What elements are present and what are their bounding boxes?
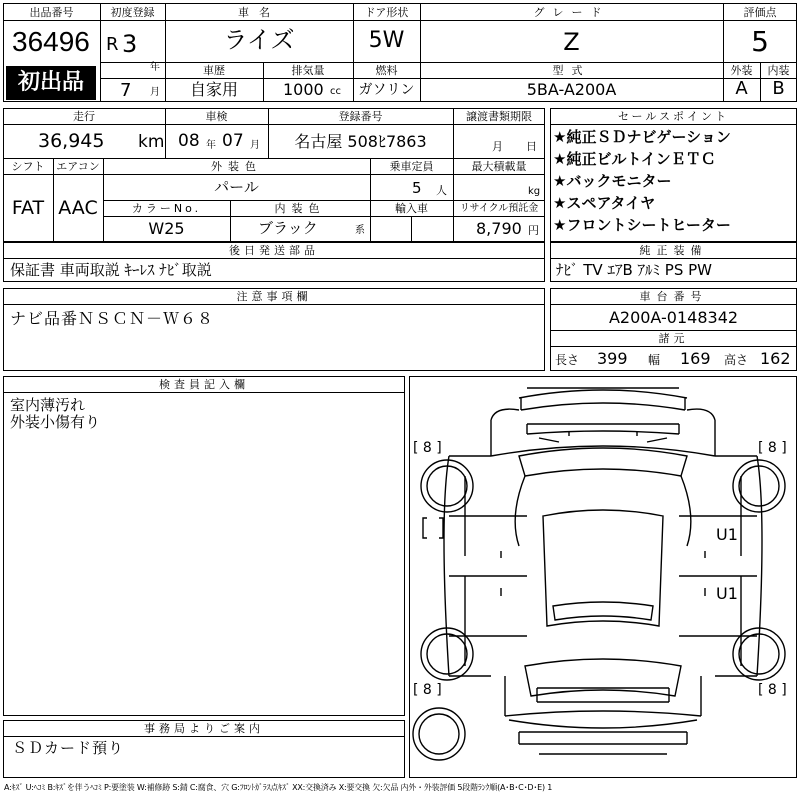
ext-grade-label: 外装 bbox=[730, 64, 753, 77]
transfer-day-unit: 日 bbox=[526, 140, 537, 153]
recycle-label: リサイクル預託金 bbox=[459, 203, 539, 214]
import-label: 輸入車 bbox=[395, 202, 428, 215]
recycle-unit: 円 bbox=[528, 224, 539, 237]
plate-value: 名古屋 508ﾋ7863 bbox=[294, 132, 427, 151]
sales-point-item: ★バックモニター bbox=[553, 172, 672, 190]
reg-month-unit: 月 bbox=[150, 87, 160, 98]
transfer-month-unit: 月 bbox=[492, 140, 503, 153]
name-label: 車名 bbox=[238, 6, 280, 19]
later-parts-value: 保証書 車両取説 ｷｰﾚｽ ﾅﾋﾞ取説 bbox=[10, 261, 212, 279]
tire-rl-depth: [ 8 ] bbox=[413, 682, 442, 698]
history-value: 自家用 bbox=[189, 80, 238, 99]
width-value: 169 bbox=[680, 349, 711, 368]
tire-fl-depth: [ 8 ] bbox=[413, 440, 442, 456]
later-parts-label: 後日発送部品 bbox=[229, 244, 319, 257]
damage-mark-front-door: U1 bbox=[716, 525, 738, 544]
reg-label: 初度登録 bbox=[110, 6, 155, 19]
inspector-line: 外装小傷有り bbox=[10, 413, 101, 431]
inspector-line: 室内薄汚れ bbox=[10, 396, 86, 414]
plate-label: 登録番号 bbox=[338, 110, 383, 123]
sales-point-item: ★フロントシートヒーター bbox=[553, 216, 731, 234]
reg-month: 7 bbox=[120, 80, 132, 101]
chassis-number: A200A-0148342 bbox=[608, 308, 739, 327]
ext-grade-value: A bbox=[735, 78, 748, 99]
mileage-unit: km bbox=[138, 132, 165, 152]
ac-label: エアコン bbox=[56, 160, 100, 173]
equipment-label: 純正装備 bbox=[639, 244, 708, 257]
spec-label: 諸元 bbox=[658, 332, 689, 345]
mileage-value: 36,945 bbox=[38, 130, 105, 152]
shift-label: シフト bbox=[11, 160, 45, 173]
recycle-value: 8,790 bbox=[476, 219, 522, 238]
reg-era: R bbox=[106, 34, 119, 55]
car-name: ライズ bbox=[223, 26, 295, 54]
equipment-value: ﾅﾋﾞ TV ｴｱB ｱﾙﾐ PS PW bbox=[556, 261, 712, 279]
color-no-value: W25 bbox=[148, 219, 185, 238]
shift-value: FAT bbox=[11, 197, 45, 219]
lot-label: 出品番号 bbox=[29, 6, 74, 19]
reg-year-unit: 年 bbox=[150, 62, 160, 73]
capacity-unit: 人 bbox=[436, 184, 447, 197]
score-label: 評価点 bbox=[743, 6, 777, 19]
door-label: ドア形状 bbox=[364, 6, 409, 19]
model-label: 型式 bbox=[552, 64, 591, 77]
load-label: 最大積載量 bbox=[471, 160, 527, 173]
first-listing-badge: 初出品 bbox=[6, 66, 96, 100]
score-value: 5 bbox=[751, 25, 769, 58]
width-label: 幅 bbox=[648, 353, 661, 367]
height-label: 高さ bbox=[724, 353, 749, 367]
mileage-label: 走行 bbox=[73, 110, 95, 123]
length-label: 長さ bbox=[555, 353, 580, 367]
height-value: 162 bbox=[760, 349, 791, 368]
fuel-value: ガソリン bbox=[358, 82, 415, 98]
inspection-month-unit: 月 bbox=[250, 140, 260, 151]
transfer-label: 譲渡書類期限 bbox=[466, 110, 532, 123]
office-label: 事務局よりご案内 bbox=[144, 722, 264, 735]
load-unit: kg bbox=[528, 186, 541, 197]
ac-value: AAC bbox=[58, 197, 98, 219]
grade-value: Z bbox=[563, 28, 580, 56]
reg-year: 3 bbox=[122, 30, 138, 58]
int-grade-value: B bbox=[772, 78, 785, 99]
displacement-unit: cc bbox=[330, 86, 341, 97]
notes-value: ナビ品番ＮＳＣＮ－Ｗ６８ bbox=[10, 309, 215, 328]
notes-label: 注意事項欄 bbox=[236, 290, 312, 303]
displacement-value: 1000 bbox=[283, 80, 324, 99]
history-label: 車歴 bbox=[203, 64, 225, 77]
color-no-label: カラーNo. bbox=[131, 202, 202, 215]
capacity-label: 乗車定員 bbox=[389, 160, 434, 173]
int-color-value: ブラック bbox=[258, 219, 318, 237]
damage-mark-rear-door: U1 bbox=[716, 584, 738, 603]
capacity-value: 5 bbox=[412, 179, 422, 197]
inspection-year-unit: 年 bbox=[206, 140, 216, 151]
sales-point-item: ★純正ビルトインＥＴＣ bbox=[553, 150, 716, 168]
office-value: ＳＤカード預り bbox=[12, 739, 125, 757]
fuel-label: 燃料 bbox=[375, 64, 398, 77]
int-color-unit: 系 bbox=[355, 225, 365, 236]
chassis-label: 車台番号 bbox=[639, 290, 708, 303]
model-value: 5BA-A200A bbox=[526, 80, 617, 99]
int-grade-label: 内装 bbox=[767, 64, 790, 77]
inspection-year: 08 bbox=[178, 131, 200, 151]
inspection-label: 車検 bbox=[205, 110, 228, 123]
sales-point-item: ★スペアタイヤ bbox=[553, 194, 656, 212]
ext-color-label: 外装色 bbox=[211, 160, 262, 173]
tire-rr-depth: [ 8 ] bbox=[758, 682, 787, 698]
car-outline-diagram bbox=[409, 376, 797, 778]
inspector-label: 検査員記入欄 bbox=[159, 378, 249, 391]
door-type: 5W bbox=[368, 28, 405, 53]
lot-number: 36496 bbox=[12, 26, 90, 57]
legend-text: A:ｷｽﾞ U:ﾍｺﾐ B:ｷｽﾞを伴うﾍｺﾐ P:要塗装 W:補修跡 S:錆 C:腐食、穴 G:ﾌﾛﾝﾄｶﾞﾗｽ点ｷｽﾞ XX:交換済み X:要交換 欠:欠品 内外・外装評価 5段階ﾗﾝｸ順(A･B･C･D･E) 1 bbox=[4, 783, 553, 792]
grade-label: グレード bbox=[533, 6, 610, 19]
displacement-label: 排気量 bbox=[291, 64, 325, 77]
tire-fr-depth: [ 8 ] bbox=[758, 440, 787, 456]
sales-point-item: ★純正ＳＤナビゲーション bbox=[553, 128, 731, 146]
ext-color-value: パール bbox=[214, 178, 259, 196]
length-value: 399 bbox=[597, 349, 628, 368]
sales-points-label: セールスポイント bbox=[617, 110, 729, 123]
int-color-label: 内装色 bbox=[274, 202, 326, 215]
inspection-month: 07 bbox=[222, 131, 244, 151]
